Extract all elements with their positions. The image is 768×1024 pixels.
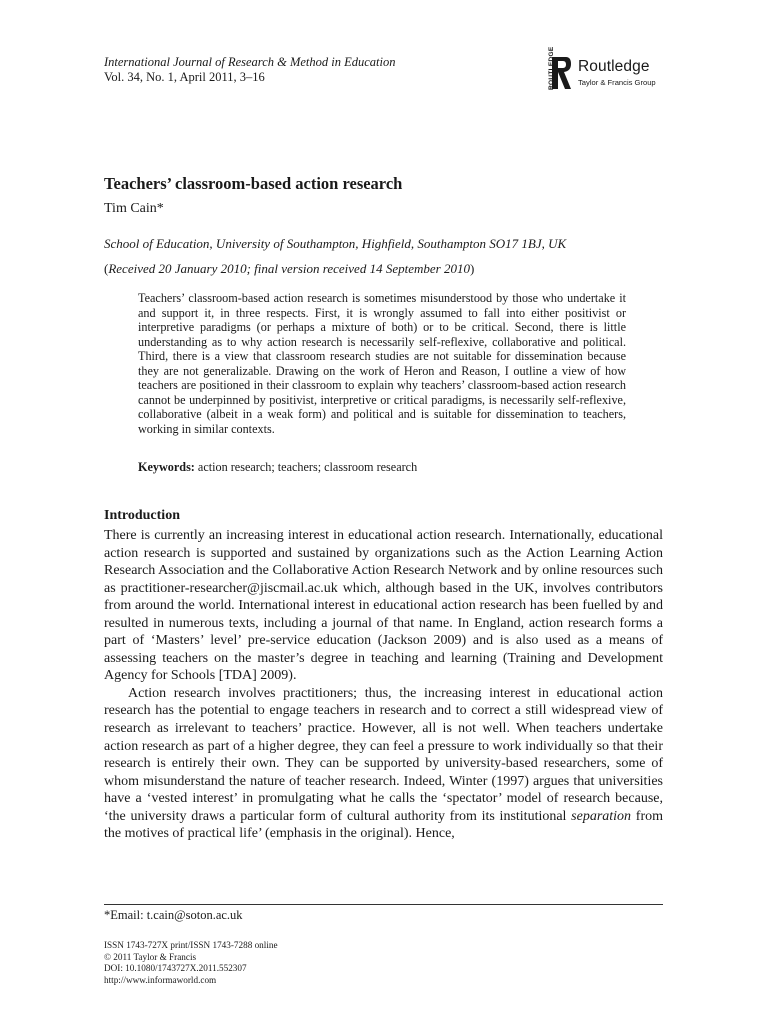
- issn-line: ISSN 1743-727X print/ISSN 1743-7288 online: [104, 940, 278, 950]
- section-heading-introduction: Introduction: [104, 508, 180, 523]
- keywords-label: Keywords:: [138, 460, 195, 474]
- abstract: Teachers’ classroom-based action research is sometimes misunderstood by those who undertake it and support it, in three respects. First, it is wrongly assumed to fall into either positivist or interpretive paradigms (or perhaps a mixture of both) or to be critical. Second, there is little understanding as to why action research is necessarily self-reflexive, collaborative and political. Third, there is a view that classroom research studies are not suitable for dissemination because they are not generalizable. Drawing on the work of Heron and Reason, I outline a view of how teachers are positioned in their classroom to explain why teachers’ classroom-based action research cannot be underpinned by positivist, interpretive or critical paradigms, is necessarily self-reflexive, collaborative (albeit in a weak form) and political and is suitable for dissemination to teachers, working in similar contexts.: [138, 291, 626, 436]
- footnote-divider: [104, 904, 663, 905]
- journal-name: International Journal of Research & Method in Education: [104, 55, 396, 69]
- keywords-list: action research; teachers; classroom research: [197, 460, 418, 474]
- publication-meta: [104, 940, 278, 986]
- keywords: [138, 460, 417, 475]
- journal-header: [104, 55, 396, 85]
- routledge-brand: Routledge: [578, 58, 650, 75]
- paragraph: [104, 685, 663, 843]
- introduction-body: [104, 527, 663, 843]
- paragraph: There is currently an increasing interest in educational action research. Internationally, educational action research is supported and sustained by organizations such as the Action Learning Action Research Association and the Collaborative Action Research Network and by online resources such as practitioner-researcher@jiscmail.ac.uk which, although based in the UK, involves contributors from around the world. International interest in educational action research has been fuelled by and resulted in numerous texts, including a journal of that name. In England, action research forms a part of ‘Masters’ level’ pre-service education (Jackson 2009) and is also used as a means of assessing teachers on the master’s degree in teaching and learning (Training and Development Agency for Schools [TDA] 2009).: [104, 528, 663, 684]
- routledge-vertical-text: ROUTLEDGE: [548, 46, 555, 90]
- doi-line: DOI: 10.1080/1743727X.2011.552307: [104, 963, 247, 973]
- copyright-line: © 2011 Taylor & Francis: [104, 951, 197, 962]
- paragraph-text: Action research involves practitioners; thus, the increasing interest in educational action research has the potential to engage teachers in research and to correct a still widespread view of research as irrelevant to teachers’ practice. However, all is not well. When teachers undertake action research as part of a higher degree, they can feel a pressure to work individually so that their research is entirely their own. They can be supported by university-based researchers, some of whom misunderstand the nature of teacher research. Indeed, Winter (1997) argues that universities have a ‘vested interest’ in promulgating what he calls the ‘spectator’ model of research because, ‘the university draws a particular form of cultural authority from its institutional: [104, 685, 663, 824]
- emphasis-text: separation: [571, 808, 632, 824]
- received-dates: [104, 261, 474, 277]
- author-affiliation: School of Education, University of Southampton, Highfield, Southampton SO17 1BJ, UK: [104, 236, 567, 251]
- volume-info: Vol. 34, No. 1, April 2011, 3–16: [104, 70, 265, 84]
- received-text: Received 20 January 2010; final version received 14 September 2010: [108, 261, 470, 276]
- article-title: Teachers’ classroom-based action research: [104, 174, 403, 193]
- paragraph-text: from the motives of practical life’ (emphasis in the original). Hence,: [104, 808, 663, 842]
- website-link[interactable]: http://www.informaworld.com: [104, 974, 217, 985]
- footnote-email: *Email: t.cain@soton.ac.uk: [104, 908, 243, 922]
- routledge-logo: [548, 46, 678, 90]
- received-close-paren: ): [469, 261, 475, 276]
- author-name: Tim Cain*: [104, 201, 164, 216]
- routledge-subbrand: Taylor & Francis Group: [578, 78, 656, 87]
- received-open-paren: (: [104, 261, 109, 276]
